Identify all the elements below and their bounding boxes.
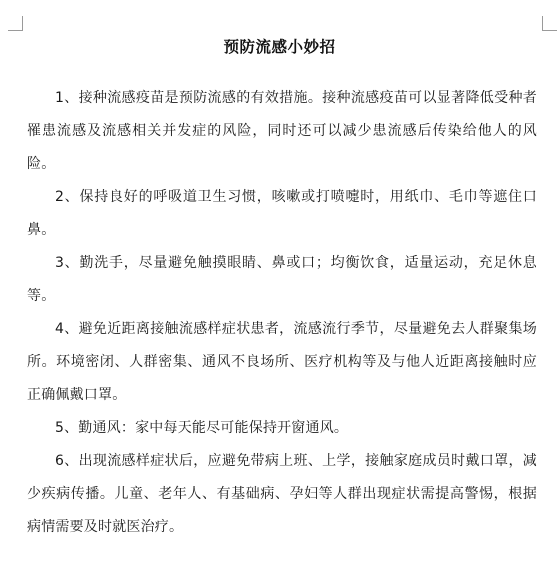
paragraph-3: 3、勤洗手，尽量避免触摸眼睛、鼻或口；均衡饮食，适量运动，充足休息等。 bbox=[27, 255, 537, 304]
document-body bbox=[27, 82, 537, 544]
document-title: 预防流感小妙招 bbox=[223, 38, 336, 56]
paragraph-4: 4、避免近距离接触流感样症状患者，流感流行季节，尽量避免去人群聚集场所。环境密闭、人群密集、通风不良场所、医疗机构等及与他人近距离接触时应正确佩戴口罩。 bbox=[27, 321, 537, 403]
paragraph-6: 6、出现流感样症状后，应避免带病上班、上学，接触家庭成员时戴口罩，减少疾病传播。儿童、老年人、有基础病、孕妇等人群出现症状需提高警惕，根据病情需要及时就医治疗。 bbox=[27, 453, 537, 535]
paragraph-5: 5、勤通风：家中每天能尽可能保持开窗通风。 bbox=[55, 420, 349, 436]
paragraph-1: 1、接种流感疫苗是预防流感的有效措施。接种流感疫苗可以显著降低受种者罹患流感及流感相关并发症的风险，同时还可以减少患流感后传染给他人的风险。 bbox=[27, 90, 537, 172]
crop-mark-top-right bbox=[542, 16, 557, 31]
crop-mark-top-left bbox=[8, 16, 23, 31]
paragraph-2: 2、保持良好的呼吸道卫生习惯，咳嗽或打喷嚏时，用纸巾、毛巾等遮住口鼻。 bbox=[27, 189, 537, 238]
